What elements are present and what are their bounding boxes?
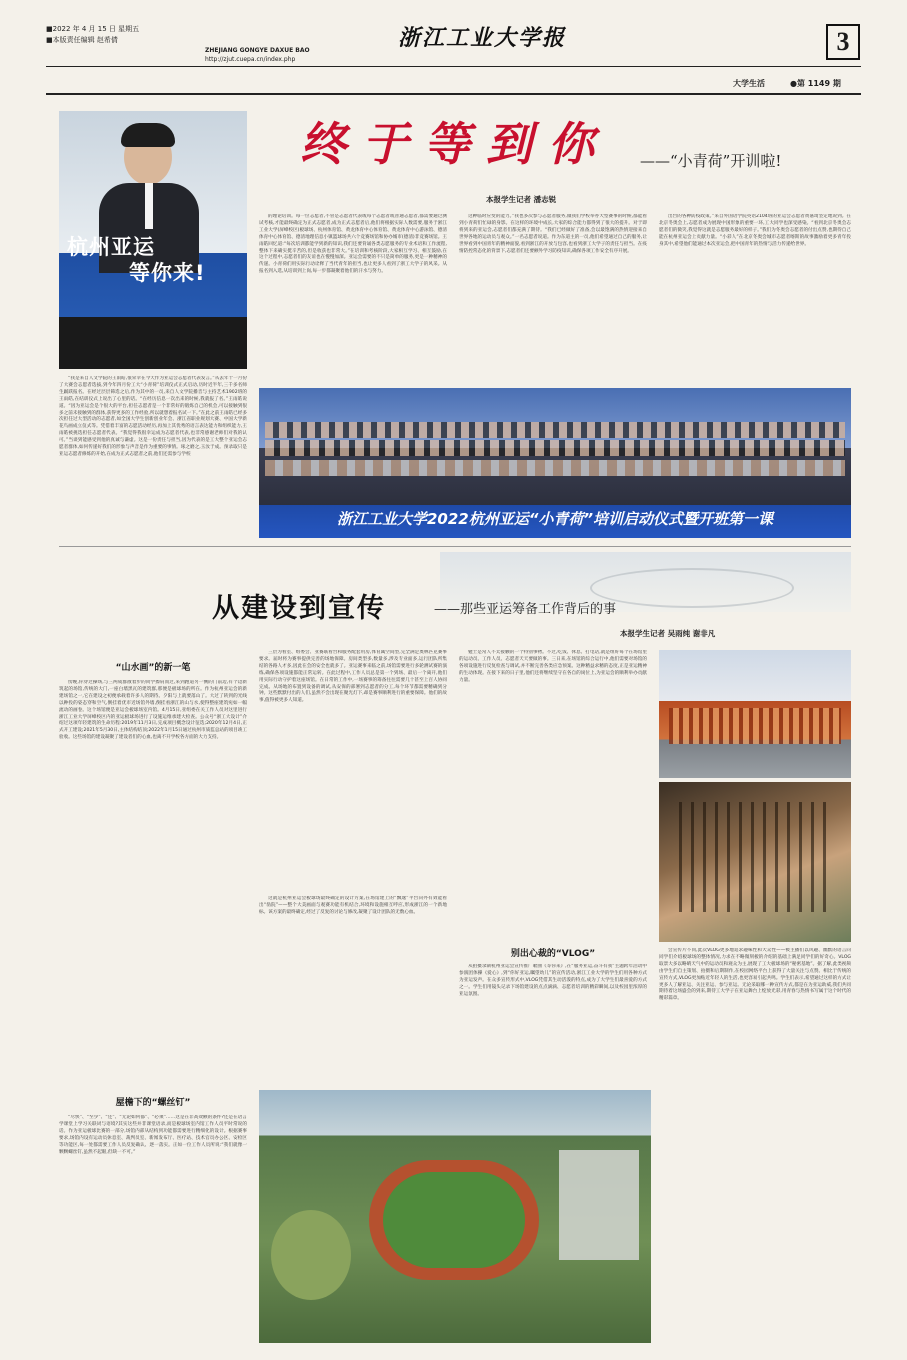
page-number: 3 [826, 24, 860, 60]
article2-headline: 从建设到宣传 [212, 593, 386, 624]
venue-building-photo [659, 650, 851, 778]
article2-column-1: 傍晚,你穿过操场,与三两成群散着步的同学擦肩而过,来到跑道另一侧的门前边,有个边新筑起的场馆,传统的大门,一座白墙黑瓦的建筑群,那便是板球场的所在。作为杭州亚运会的新建场馆之一,它在建设之初便承载着许多人的期待。夕阳与上就要落山了。大过了转到的光线以种投的姿态穿和空气,倒挂着优市近场馆外墙,倒挂看浙江的山与水,使得整座建筑宛如一幅流动的画卷。这个场馆便是亚运会板球场室内馆。4月15日,亚组委在关工作人员对这里进行浙江工业大学屏峰校区内的亚运板球场进行了设施运维承建大检查。公众号“浙工大设计”介绍过这项年轻建筑的生命历程:2019年11月3日,完成项目概念设计征选;2020年12月4日,正式开工建设;2021年5月30日,主体结构结顶;2022年1月15日通过杭州市质监总站的项目竣工验收。这些场馆的建设凝聚了建设者们的心血,也离不开学校各方面的大力支持。 [59, 680, 247, 741]
article2-byline: 本报学生记者 吴雨纯 谢非凡 [620, 629, 716, 638]
article2-subhead-3: 别出心裁的“VLOG” [510, 949, 596, 959]
speaker-photo [59, 111, 247, 369]
article2-subhead-2: 屋檐下的“螺丝钉” [115, 1098, 191, 1108]
ceremony-photo-caption: 浙江工业大学2022杭州亚运“小青荷”培训启动仪式暨开班第一课 [336, 510, 774, 528]
article2-column-3b: 从拍摄录制杭州亚运会宣传推广歌曲《等你来》,在“服务亚运,奋斗有我”主题跨年活动中参演团体操《爱心》,到“你好亚运,瞩望幼儿”的宣传活动,浙江工业大学的学生们用各种方式为亚运发声。在众多宣传形式中,VLOG凭借其生动活泼的特点,成为了大学生们最喜爱的方式之一。学生们用镜头记录下场馆建设的点点滴滴、志愿者培训的精彩瞬间,以及校园里浓厚的亚运氛围。 [459, 964, 647, 997]
article2-subhead-1: “山水画”的新一笔 [115, 663, 191, 673]
article2-column-1b: “尽快”、“至少”、“还”、“无论如何都”、“必须”……这是在非高效额的条件?还是在语言学课堂上学习关联词与语境?其实这些并非课堂语录,而是板球场室内馆工作人员平时常说的话。作为亚运板球比赛的一部分,场馆内部从结构到功能都需要进行精细化的设计。根据赛事要求,场馆内设有运动员休息室、裁判员室、新闻发布厅、医疗站、技术官员办公区、安检区等功能区,每一处都需要工作人员反复确认、逐一落实。正如一位工作人员所说:“我们就像一颗颗螺丝钉,虽然不起眼,但缺一不可。” [59, 1115, 247, 1155]
article1-headline: 终于等到你 [300, 117, 610, 171]
stadium-aerial-photo [259, 1090, 651, 1343]
issue-date: ■2022 年 4 月 15 日 星期五 [46, 25, 140, 33]
section-name: 大学生活 [733, 79, 765, 88]
issue-number: ●第 1149 期 [790, 79, 841, 88]
newspaper-logo: 浙江工业大学报 [398, 25, 567, 51]
article1-subtitle: ——“小青荷”开训啦! [640, 152, 782, 170]
article1-column-4: 出台的各种防疫政策。”来自外国语学院英语2104班的亚运会志愿者黄嘉琦坚定地说到。在北京冬奥会上,志愿者成为展现中国形象的重要一环,工大同学也深受感染。“看到北京冬奥会志愿者们的微笑,我觉得这就是志愿服务最好的样子。”我们为冬奥会志愿者的付出点赞,也期待自己能在杭州亚运会上贡献力量。“小彩人”在北京冬奥会城市志愿者喀斯的故事激励着更多青年投身其中,希望他们能通过本次亚运会,把中国青年的热情与活力传递给世界。 [659, 214, 851, 247]
article2-column-4: 会宣传片不同,此次VLOG更多地追求趣味性和大众性——被主播们以风趣、幽默的语言向同学们介绍板球场的整体情况,力求在不略微刻板的介绍的基础上满足同学们的好奇心。VLOG取景大多以略晴天气中的运动员和观众为主,展现了工大板球场的“秘密基地”。据了解,此类视频由学生们自主策划、拍摄和后期制作,在校园网络平台上获得了大量关注与点赞。相比于传统的宣传方式,VLOG更加贴近年轻人的生活,也更容易引起共鸣。学生们表示,希望通过这样的方式让更多人了解亚运、关注亚运、参与亚运。无论采取哪一种宣传方式,都是在为亚运助威,我们共同期待着这场盛会的到来,期待工大学子在亚运舞台上绽放光彩,用青春与热情书写属于这个时代的精彩篇章。 [659, 948, 851, 1002]
article2-column-2b: 这就是杭州亚运会板球场最终确定的设计方案,在场馆建上的“飘逸”平台向外有效能看出“翁院”——整个大美画面与观赛功能有机结合,环境和设施相互呼应,形成浙江的一个新地标。该方案的最终确定,经过了反复的讨论与修改,凝聚了设计团队的无数心血。 [259, 896, 447, 915]
article2-column-2: 三层为看室、组委会、亚赛联看台和服务配套用房,体育属空间型,完全满足奥林匹克赛事要求。届时将为赛事提供完善的场地保障。房间类型多,数量多,涉及专业面多,运行团队所集结的各路人才多,因此在会的安全也就多了。亚运赛事来临之前,场馆需要进行多轮测试赛的演练,确保各项设施都能正常运转。在此过程中,工作人员总是第一个到场、最后一个离开,他们用实际行动守护着这座场馆。在日常的工作中,一场赛事的筹备往往需要几十甚至上百人协同完成。从场地的布置到设备的调试,从安保的部署到志愿者的分工,每个环节都需要精确到分钟。这些默默付出的人们,虽然不会出现在聚光灯下,却是赛事顺利进行的重要保障。他们的故事,值得被更多人知道。 [259, 650, 447, 704]
article1-column-2: 的理论培训。每一位志愿者,不管是志愿者代表或每个志愿者或普通志愿者,都需要通过测试考核,才能最终确定为正式志愿者,成为正式志愿者后,他们将根据实际人数需要,服务于浙江工业大学(屏峰校区)板球场、杭州体育馆、黄龙体育中心体育馆、黄龙体育中心游泳馆、德清体育中心体育馆、德清地理信息小镇篮球场共六个竞赛场馆和协办城市(德清)非竞赛场馆。王雨皓回忆道:“每次培训都能学到新的知识,我们还要背诵各类志愿服务的专业术语和工作流程,整体下来确实挺辛苦的,但是收获也非常大。”在培训和考核阶段,大家相互学习、相互鼓励,在这个过程中,志愿者们的友谊也在慢慢加深。亚运会需要的不只是简单的服务,更是一种精神的传递。小青荷们用实际行动诠释了当代青年的担当,也让更多人看到了浙工大学子的风采。从报名到入选,从培训到上岗,每一步都凝聚着他们的汗水与努力。 [259, 214, 447, 275]
page-editor: ■本版责任编辑 赵希倩 [46, 36, 118, 44]
article1-byline: 本报学生记者 潘志锐 [486, 195, 557, 204]
venue-interior-photo [659, 782, 851, 942]
article2-subtitle: ——那些亚运筹备工作背后的事 [434, 602, 617, 617]
article1-column-1: “我是来自人文学院的王雨皓,很荣幸在今天作为亚运会志愿者代表发言。”从去年十一月份了大赛会志愿者选拔,到今年四月份工大“小青荷”培训仪式正式启动,历时近半年,三千多名师生踊跃报名。在经过层层筛选之后,作为其中的一员,来自人文学院播音与主持艺术1902班的王雨皓,在结训仪式上说出了心里的话。“在经历信息一次出来的时候,我就报了名。”王雨皓说道。“因为亚运会是个很大的平台,担任志愿者是一个非常好的锻炼自己的机会,可以接触到很多之前未接触到的群体,获得更多的工作经验,所以就想着报名试一下。”在此之前王雨皓已经多次担任过大型活动的志愿者,如全国大学生创新创业年会、浙江省职业规划大赛、中国大学新花鸟画成立仪式等。凭借着丰富的志愿活动经历,再加上其优秀的语言表达能力和组织能力,王雨皓被挑选担任志愿者代表。“我觉得我很幸运成为志愿者代表,也非常感谢老师们对我的认可。”当谈到能感受到他的真诚与谦虚。这是一份责任与担当,因为代表的是工大整个亚运会志愿者群体,如何传递好我们的形象与声音是作为重要的事情。琢之磨之,玉汝于成。预录取只是亚运志愿者修炼的开始,在成为正式志愿者之前,他们还需参与学校 [59, 376, 247, 457]
ceremony-group-photo [259, 388, 851, 538]
article2-column-3: 勉士是常人不太接触的一个特别事物。不过,吃饭、休息、打电话,就是组好每个在场馆里的运动员、工作人员、志愿者天天要做的事。三日来,在场馆的综合运行中,他们需要对场馆的各项设施进行反复检查与调试,并不断完善各类应急预案。这种精益求精的态度,正是亚运精神的生动体现。在接下来的日子里,他们还将继续坚守在各自的岗位上,为亚运会的顺利举办贡献力量。 [459, 650, 647, 683]
banner-text-2: 等你来! [129, 261, 206, 285]
banner-text-1: 杭州亚运 [67, 235, 155, 259]
site-url[interactable]: http://zjut.cuepa.cn/index.php [205, 56, 296, 63]
article1-column-3: 这种临时应变的能力。”我也多次参与志愿者服务,微我们学校举办大型赛事的时候,都能看到小青荷们忙碌的身影。在这样的环境中成长,大家的综合能力都得到了很大的提升。对于即将到来的亚运会,志愿者们都充满了期待。“我们已经做好了准备,会以最饱满的热情迎接来自世界各地的运动员与观众。”一名志愿者说道。作为东道主的一员,他们希望通过自己的服务,让世界看到中国青年的精神面貌,看到浙江的开放与包容,也看到浙工大学子的责任与担当。在疫情防控常态化的背景下,志愿者们还要额外学习防疫知识,确保各项工作安全有序开展。 [459, 214, 647, 254]
logo-pinyin: ZHEJIANG GONGYE DAXUE BAO [205, 47, 310, 54]
